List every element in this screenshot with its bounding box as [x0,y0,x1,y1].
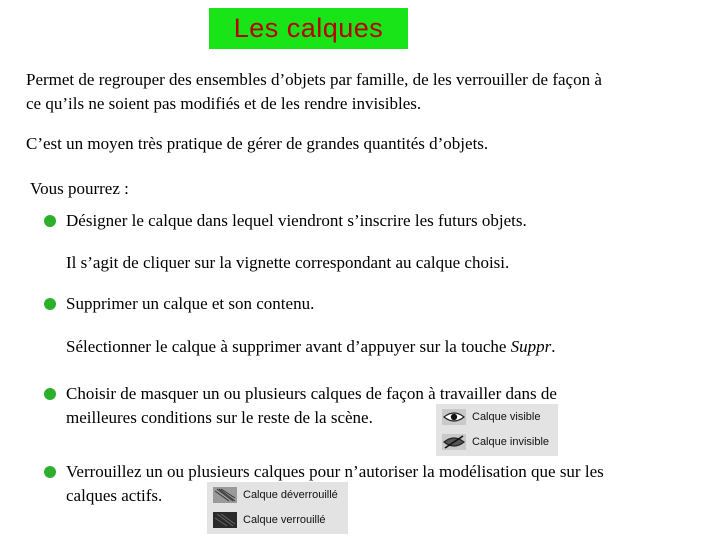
title-box [209,8,408,49]
bullet-icon [44,298,56,310]
bullet-icon [44,388,56,400]
layer-invisible-row [436,432,558,452]
bullet-icon [44,466,56,478]
intro-line-2: ce qu’ils ne soient pas modifiés et de les rendre invisibles. [26,94,422,113]
layer-invisible-label: Calque invisible [472,436,550,448]
layer-locked-label: Calque verrouillé [243,514,326,526]
item-1-text: Désigner le calque dans lequel viendront s’inscrire les futurs objets. [66,211,527,230]
intro-line-1: Permet de regrouper des ensembles d’objets par famille, de les verrouiller de façon à [26,70,602,89]
unlocked-icon [213,487,237,503]
item-4-line-2: calques actifs. [66,486,163,505]
practical-text: C’est un moyen très pratique de gérer de grandes quantités d’objets. [26,134,489,153]
layer-visible-label: Calque visible [472,411,541,423]
item-2-detail-suffix: . [551,337,556,356]
item-3-line-2: meilleures conditions sur le reste de la scène. [66,408,373,427]
item-2-detail-prefix: Sélectionner le calque à supprimer avant d’appuyer sur la touche [66,337,511,356]
item-1-detail: Il s’agit de cliquer sur la vignette correspondant au calque choisi. [66,253,510,272]
layer-unlocked-label: Calque déverrouillé [243,489,338,501]
item-4-line-1: Verrouillez un ou plusieurs calques pour n’autoriser la modélisation que sur les [66,462,604,481]
eye-open-icon [442,409,466,425]
eye-closed-icon [442,434,466,450]
locked-icon [213,512,237,528]
layer-unlocked-row [207,485,348,505]
suppr-key: Suppr [510,337,552,356]
visibility-thumbnail [436,404,558,456]
bullet-icon [44,215,56,227]
item-3-line-1: Choisir de masquer un ou plusieurs calques de façon à travailler dans de [66,384,557,403]
item-2-detail [66,335,556,359]
layer-visible-row [436,407,558,427]
lock-thumbnail [207,482,348,534]
page-title: Les calques [233,13,384,43]
item-2-text: Supprimer un calque et son contenu. [66,294,315,313]
vous-pourrez-label: Vous pourrez : [30,179,129,198]
layer-locked-row [207,510,348,530]
